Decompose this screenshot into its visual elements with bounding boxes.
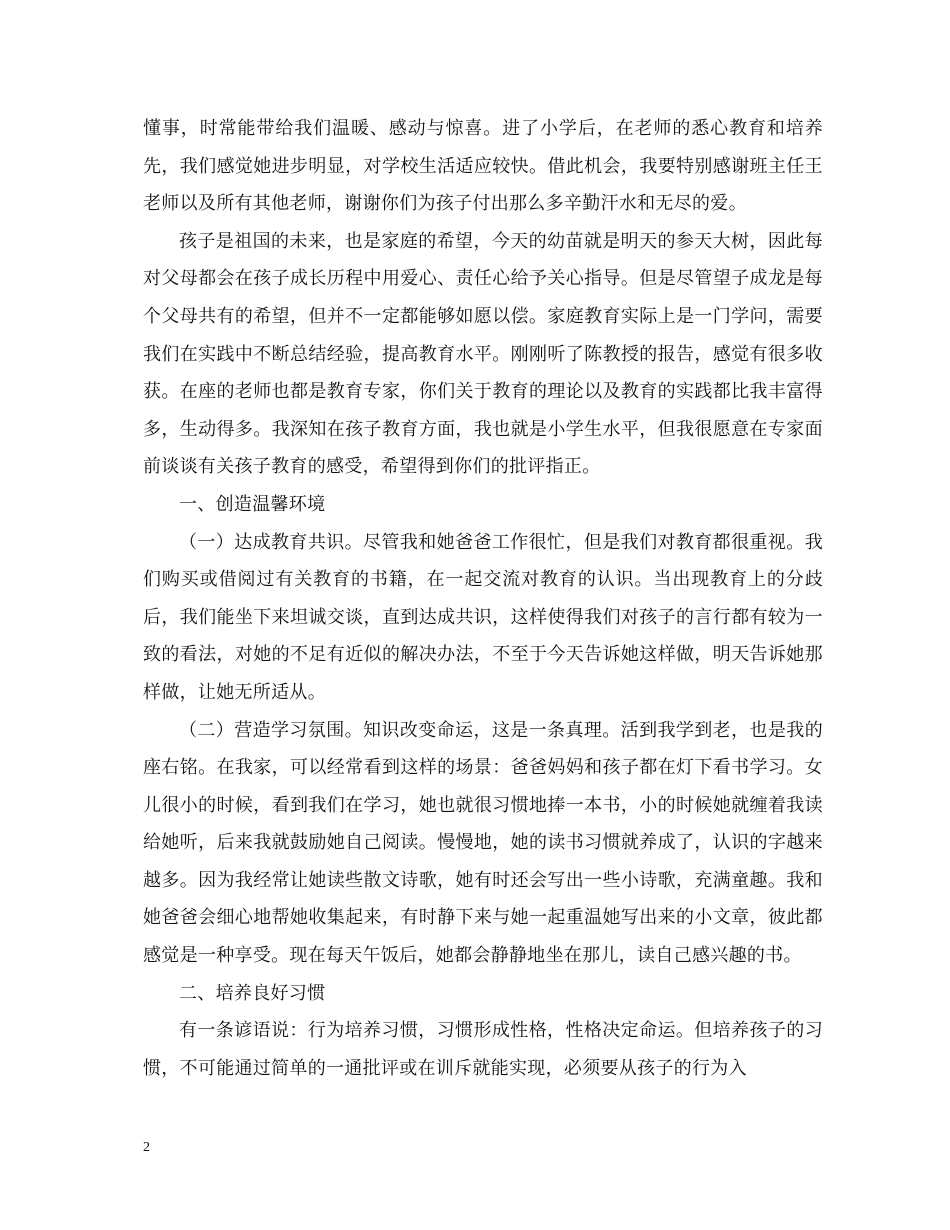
paragraph-habits-proverb: 有一条谚语说：行为培养习惯，习惯形成性格，性格决定命运。但培养孩子的习惯，不可能通过简单的一通批评或在训斥就能实现，必须要从孩子的行为入 bbox=[143, 1020, 823, 1079]
section-heading-habits: 二、培养良好习惯 bbox=[179, 982, 326, 1004]
paragraph-continuation: 懂事，时常能带给我们温暖、感动与惊喜。进了小学后，在老师的悉心教育和培养先，我们感觉她进步明显，对学校生活适应较快。借此机会，我要特别感谢班主任王老师以及所有其他老师，谢谢你们为孩子付出那么多辛勤汗水和无尽的爱。 bbox=[143, 118, 823, 215]
section-heading-environment: 一、创造温馨环境 bbox=[179, 493, 326, 515]
paragraph-consensus: （一）达成教育共识。尽管我和她爸爸工作很忙，但是我们对教育都很重视。我们购买或借阅过有关教育的书籍，在一起交流对教育的认识。当出现教育上的分歧后，我们能坐下来坦诚交谈，直到达成共识，这样使得我们对孩子的言行都有较为一致的看法，对她的不足有近似的解决办法，不至于今天告诉她这样做，明天告诉她那样做，让她无所适从。 bbox=[143, 531, 823, 703]
page-number: 2 bbox=[143, 1140, 150, 1155]
paragraph-learning-atmosphere: （二）营造学习氛围。知识改变命运，这是一条真理。活到我学到老，也是我的座右铭。在我家，可以经常看到这样的场景：爸爸妈妈和孩子都在灯下看书学习。女儿很小的时候，看到我们在学习，她也就很习惯地捧一本书，小的时候她就缠着我读给她听，后来我就鼓励她自己阅读。慢慢地，她的读书习惯就养成了，认识的字越来越多。因为我经常让她读些散文诗歌，她有时还会写出一些小诗歌，充满童趣。我和她爸爸会细心地帮她收集起来，有时静下来与她一起重温她写出来的小文章，彼此都感觉是一种享受。现在每天午饭后，她都会静静地坐在那儿，读自己感兴趣的书。 bbox=[143, 719, 823, 967]
document-body bbox=[143, 110, 823, 1087]
paragraph-family-education: 孩子是祖国的未来，也是家庭的希望，今天的幼苗就是明天的参天大树，因此每对父母都会在孩子成长历程中用爱心、责任心给予关心指导。但是尽管望子成龙是每个父母共有的希望，但并不一定都能够如愿以偿。家庭教育实际上是一门学问，需要我们在实践中不断总结经验，提高教育水平。刚刚听了陈教授的报告，感觉有很多收获。在座的老师也都是教育专家，你们关于教育的理论以及教育的实践都比我丰富得多，生动得多。我深知在孩子教育方面，我也就是小学生水平，但我很愿意在专家面前谈谈有关孩子教育的感受，希望得到你们的批评指正。 bbox=[143, 230, 823, 478]
